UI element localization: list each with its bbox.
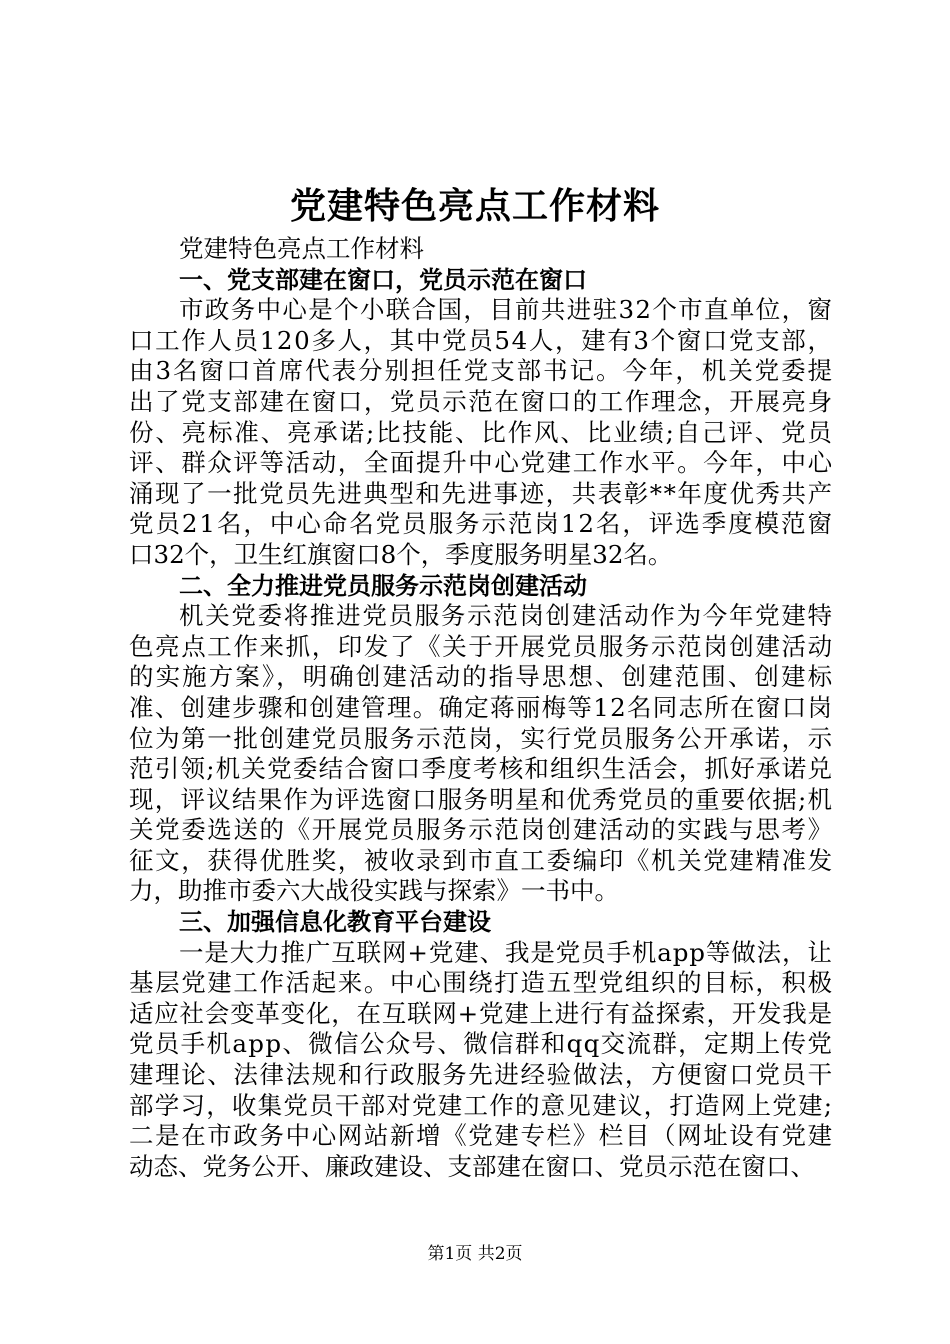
document-body	[129, 234, 835, 1182]
section-heading: 一、党支部建在窗口，党员示范在窗口	[179, 265, 587, 294]
body-line: 由3名窗口首席代表分别担任党支部书记。今年，机关党委提	[129, 356, 834, 386]
body-line: 力，助推市委六大战役实践与探索》一书中。	[129, 876, 619, 906]
body-line: 口工作人员120多人，其中党员54人，建有3个窗口党支部，	[129, 325, 834, 355]
body-line: 准、创建步骤和创建管理。确定蒋丽梅等12名同志所在窗口岗	[129, 692, 834, 722]
document-subtitle: 党建特色亮点工作材料	[179, 234, 424, 263]
body-line: 评、群众评等活动，全面提升中心党建工作水平。今年，中心	[129, 448, 834, 478]
body-line: 建理论、法律法规和行政服务先进经验做法，方便窗口党员干	[129, 1060, 834, 1090]
body-line: 党员手机app、微信公众号、微信群和qq交流群，定期上传党	[129, 1029, 834, 1059]
body-line: 二是在市政务中心网站新增《党建专栏》栏目（网址设有党建	[129, 1121, 834, 1151]
body-line: 口32个，卫生红旗窗口8个，季度服务明星32名。	[129, 539, 673, 569]
body-line: 关党委选送的《开展党员服务示范岗创建活动的实践与思考》	[129, 815, 834, 845]
page-footer: 第1页 共2页	[427, 1244, 523, 1264]
body-line: 部学习，收集党员干部对党建工作的意见建议，打造网上党建;	[129, 1090, 834, 1120]
body-line: 适应社会变革变化，在互联网+党建上进行有益探索，开发我是	[129, 998, 833, 1028]
body-line: 出了党支部建在窗口，党员示范在窗口的工作理念，开展亮身	[129, 386, 834, 416]
body-line: 党员21名，中心命名党员服务示范岗12名，评选季度模范窗	[129, 509, 834, 539]
section-heading: 二、全力推进党员服务示范岗创建活动	[179, 571, 587, 600]
body-line: 市政务中心是个小联合国，目前共进驻32个市直单位，窗	[179, 295, 834, 325]
body-line: 动态、党务公开、廉政建设、支部建在窗口、党员示范在窗口、	[129, 1151, 815, 1181]
body-line: 位为第一批创建党员服务示范岗，实行党员服务公开承诺，示	[129, 723, 834, 753]
body-line: 色亮点工作来抓，印发了《关于开展党员服务示范岗创建活动	[129, 631, 834, 661]
body-line: 现，评议结果作为评选窗口服务明星和优秀党员的重要依据;机	[129, 784, 834, 814]
body-line: 一是大力推广互联网+党建、我是党员手机app等做法，让	[179, 937, 833, 967]
body-line: 涌现了一批党员先进典型和先进事迹，共表彰**年度优秀共产	[129, 478, 834, 508]
body-line: 机关党委将推进党员服务示范岗创建活动作为今年党建特	[179, 601, 834, 631]
document-title: 党建特色亮点工作材料	[289, 186, 660, 227]
body-line: 基层党建工作活起来。中心围绕打造五型党组织的目标，积极	[129, 968, 834, 998]
body-line: 的实施方案》，明确创建活动的指导思想、创建范围、创建标	[129, 662, 835, 692]
body-line: 征文，获得优胜奖，被收录到市直工委编印《机关党建精准发	[129, 845, 834, 875]
section-heading: 三、加强信息化教育平台建设	[179, 908, 491, 937]
body-line: 份、亮标准、亮承诺;比技能、比作风、比业绩;自己评、党员	[129, 417, 834, 447]
body-line: 范引领;机关党委结合窗口季度考核和组织生活会，抓好承诺兑	[129, 754, 834, 784]
